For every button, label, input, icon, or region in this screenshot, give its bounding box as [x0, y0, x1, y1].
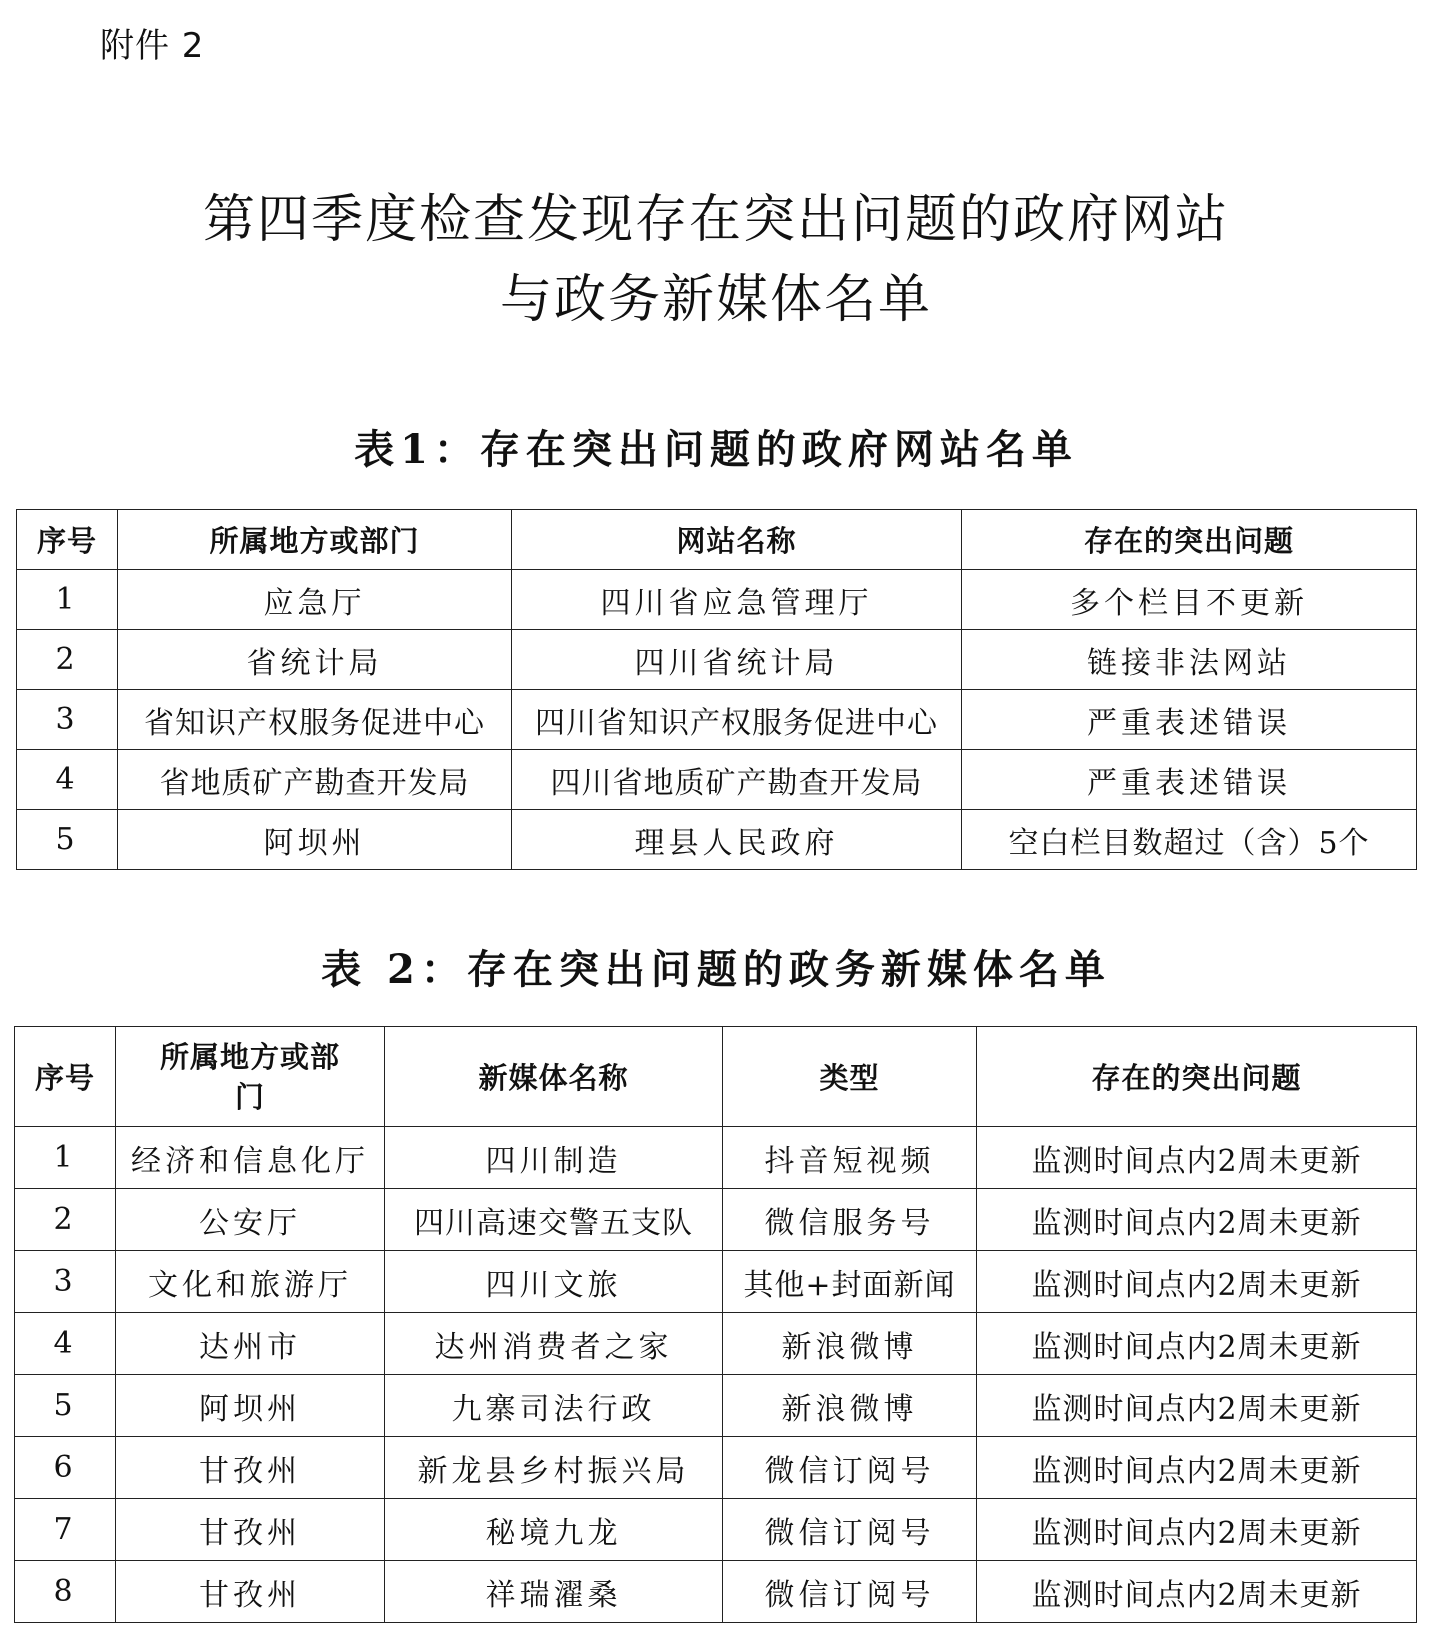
table-cell: 微信订阅号 [723, 1499, 977, 1561]
table-cell: 监测时间点内2周未更新 [977, 1251, 1417, 1313]
table-cell: 达州消费者之家 [385, 1313, 723, 1375]
table-cell: 甘孜州 [116, 1437, 385, 1499]
table-cell: 达州市 [116, 1313, 385, 1375]
table-cell: 监测时间点内2周未更新 [977, 1313, 1417, 1375]
table-cell: 1 [17, 570, 118, 630]
table-cell: 4 [17, 750, 118, 810]
table-row [15, 1375, 1417, 1437]
table-cell: 微信服务号 [723, 1189, 977, 1251]
table-cell: 四川制造 [385, 1127, 723, 1189]
table-cell: 九寨司法行政 [385, 1375, 723, 1437]
table-row [15, 1561, 1417, 1623]
table-cell: 严重表述错误 [962, 750, 1417, 810]
table-row [17, 750, 1417, 810]
table-cell: 阿坝州 [116, 1375, 385, 1437]
table-cell: 公安厅 [116, 1189, 385, 1251]
table-cell: 新龙县乡村振兴局 [385, 1437, 723, 1499]
table-row [17, 570, 1417, 630]
table-cell: 链接非法网站 [962, 630, 1417, 690]
table-cell: 甘孜州 [116, 1561, 385, 1623]
table-row [15, 1313, 1417, 1375]
table-cell: 其他+封面新闻 [723, 1251, 977, 1313]
table-cell: 四川省知识产权服务促进中心 [512, 690, 962, 750]
header-cell: 存在的突出问题 [962, 510, 1417, 570]
attachment-label: 附件 2 [100, 26, 205, 66]
table2-caption: 表 2：存在突出问题的政务新媒体名单 [321, 946, 1111, 993]
table-cell: 3 [17, 690, 118, 750]
header-cell: 序号 [15, 1027, 116, 1127]
table-cell: 监测时间点内2周未更新 [977, 1189, 1417, 1251]
table-cell: 6 [15, 1437, 116, 1499]
table-cell: 四川高速交警五支队 [385, 1189, 723, 1251]
table-cell: 监测时间点内2周未更新 [977, 1499, 1417, 1561]
table-cell: 2 [15, 1189, 116, 1251]
table-cell: 4 [15, 1313, 116, 1375]
table-cell: 四川省地质矿产勘查开发局 [512, 750, 962, 810]
header-cell: 存在的突出问题 [977, 1027, 1417, 1127]
table-cell: 经济和信息化厅 [116, 1127, 385, 1189]
table-cell: 省地质矿产勘查开发局 [118, 750, 512, 810]
table-row [17, 810, 1417, 870]
new-media-table [14, 1026, 1417, 1623]
table-row [17, 630, 1417, 690]
table-row [15, 1127, 1417, 1189]
document-title-line-2: 与政务新媒体名单 [499, 270, 932, 330]
table-cell: 微信订阅号 [723, 1561, 977, 1623]
table-cell: 四川省应急管理厅 [512, 570, 962, 630]
table-row [15, 1189, 1417, 1251]
table-cell: 监测时间点内2周未更新 [977, 1561, 1417, 1623]
header-cell: 网站名称 [512, 510, 962, 570]
header-cell: 序号 [17, 510, 118, 570]
table-cell: 5 [17, 810, 118, 870]
table-cell: 新浪微博 [723, 1313, 977, 1375]
table-cell: 监测时间点内2周未更新 [977, 1437, 1417, 1499]
header-cell: 新媒体名称 [385, 1027, 723, 1127]
table-cell: 监测时间点内2周未更新 [977, 1127, 1417, 1189]
websites-table [16, 509, 1417, 870]
table-cell: 省知识产权服务促进中心 [118, 690, 512, 750]
table-cell: 多个栏目不更新 [962, 570, 1417, 630]
table-row [15, 1251, 1417, 1313]
table-row [17, 690, 1417, 750]
table-cell: 3 [15, 1251, 116, 1313]
document-title-line-1: 第四季度检查发现存在突出问题的政府网站 [202, 190, 1229, 250]
table-cell: 微信订阅号 [723, 1437, 977, 1499]
table-header-row [17, 510, 1417, 570]
table-row [15, 1499, 1417, 1561]
table-cell: 阿坝州 [118, 810, 512, 870]
table-cell: 理县人民政府 [512, 810, 962, 870]
table-cell: 四川省统计局 [512, 630, 962, 690]
table-cell: 应急厅 [118, 570, 512, 630]
table-cell: 2 [17, 630, 118, 690]
table-cell: 甘孜州 [116, 1499, 385, 1561]
table-cell: 严重表述错误 [962, 690, 1417, 750]
table-cell: 5 [15, 1375, 116, 1437]
table-cell: 秘境九龙 [385, 1499, 723, 1561]
table-cell: 1 [15, 1127, 116, 1189]
table-cell: 四川文旅 [385, 1251, 723, 1313]
header-cell: 类型 [723, 1027, 977, 1127]
table-cell: 7 [15, 1499, 116, 1561]
table-header-row [15, 1027, 1417, 1127]
table-cell: 抖音短视频 [723, 1127, 977, 1189]
table-cell: 省统计局 [118, 630, 512, 690]
header-cell: 所属地方或部门 [118, 510, 512, 570]
table-cell: 监测时间点内2周未更新 [977, 1375, 1417, 1437]
table-cell: 祥瑞濯桑 [385, 1561, 723, 1623]
table-cell: 文化和旅游厅 [116, 1251, 385, 1313]
header-cell: 所属地方或部门 [116, 1027, 385, 1127]
table-cell: 空白栏目数超过（含）5个 [962, 810, 1417, 870]
table-cell: 新浪微博 [723, 1375, 977, 1437]
table1-caption: 表1：存在突出问题的政府网站名单 [354, 426, 1078, 473]
table-cell: 8 [15, 1561, 116, 1623]
table-row [15, 1437, 1417, 1499]
